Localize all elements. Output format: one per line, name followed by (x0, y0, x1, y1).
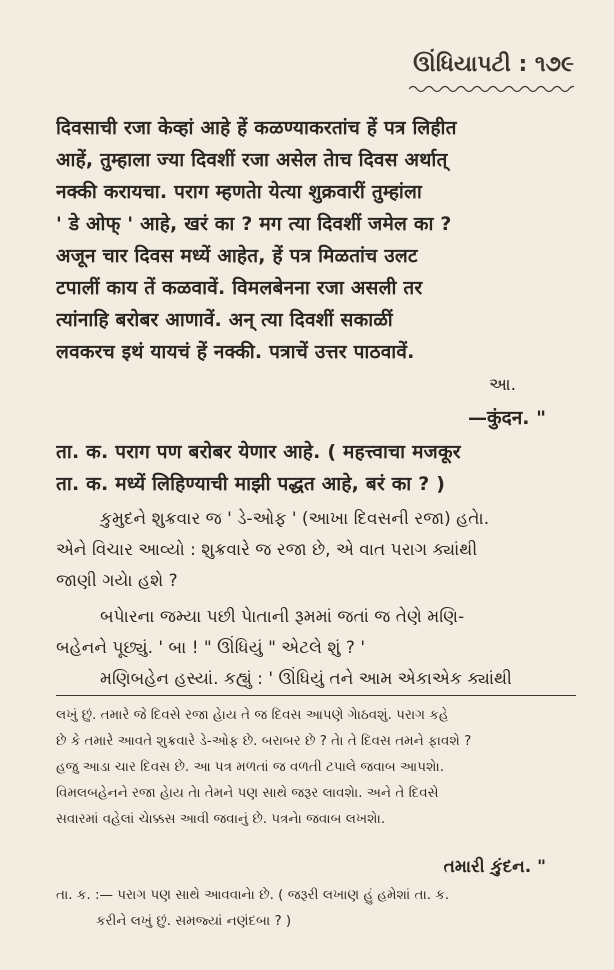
letter-line: ' डे ओफ् ' आहे, खरं का ? मग त्या दिवशीं जमेल का ? (56, 213, 452, 235)
narrative-line: મણિબહેન હસ્યાં. કહ્યું : ' ઊંધિયું તને આમ એકાએક ક્યાંથી (56, 664, 576, 696)
translation-line: વિમલબહેનને રજા હેાય તેા તેમને પણ સાથે જરૂર લાવશેા. અને તે દિવસે (56, 785, 439, 801)
translation-ps-line: કરીને લખું છું. સમજ્યાં નણંદબા ? ) (96, 913, 292, 929)
page-header: ઊંધિયાપટી : ૧૭૯ (413, 52, 574, 77)
narrative-line: કુમુદને શુક્રવાર જ ' ડે-ઓફ ' (આખા દિવસની રજા) હતેા. (100, 509, 490, 529)
header-wavy-underline (409, 84, 574, 94)
letter-closing: આ. (488, 375, 516, 395)
letter-line: अजून चार दिवस मध्यें आहेत, हें पत्र मिळतांच उलट (56, 245, 418, 267)
marathi-postscript (56, 436, 576, 500)
postscript-line: ता. क. मध्यें लिहिण्याची माझी पद्धत आहे, बरं का ? ) (56, 473, 446, 495)
translation-ps-line: તા. ક. :— પરાગ પણ સાથે આવવાનેા છે. ( જરૂરી લખાણ હું હમેશાં તા. ક. (56, 887, 450, 903)
translation-signature: તમારી કુંદન. " (443, 857, 546, 877)
translation-line: છે કે તમારે આવતે શુક્રવારે ડે-ઓફ છે. બરાબર છે ? તેા તે દિવસ તમને ફાવશે ? (56, 733, 472, 749)
letter-line: टपालीं काय तें कळवावें. विमलबेनना रजा असली तर (56, 277, 423, 299)
narrative-paragraph-3 (56, 664, 576, 702)
letter-signature: —कुंदन. " (468, 407, 546, 429)
narrative-line: એને વિચાર આવ્યો : શુક્રવારે જ રજા છે, એ વાત પરાગ ક્યાંથી (56, 540, 478, 560)
narrative-paragraph-2 (56, 602, 576, 664)
letter-line: दिवसाची रजा केव्हां आहे हें कळण्याकरतांच हें पत्र लिहीत (56, 117, 457, 139)
translation-line: લખું છું. તમારે જે દિવસે રજા હેાય તે જ દિવસ આપણે ગેાઠવશું. પરાગ કહે (56, 707, 449, 723)
postscript-line: ता. क. पराग पण बरोबर येणार आहे. ( महत्त्वाचा मजकूर (56, 441, 461, 463)
narrative-line: બપેારના જમ્યા પછી પેાતાની રૂમમાં જતાં જ તેણે મણિ- (100, 607, 465, 627)
letter-line: त्यांनाहि बरोबर आणावें. अन् त्या दिवशीं सकाळीं (56, 309, 393, 331)
letter-line: लवकरच इथं यायचं हें नक्की. पत्राचें उत्तर पाठवावें. (56, 341, 415, 363)
translation-line: હજુ આડા ચાર દિવસ છે. આ પત્ર મળતાં જ વળતી ટપાલે જવાબ આપશેા. (56, 759, 444, 775)
narrative-line: બહેનને પૂછ્યું. ' બા ! " ઊંધિયું " એટલે શું ? ' (56, 638, 366, 658)
narrative-line: જાણી ગયેા હશે ? (56, 571, 178, 591)
translation-line: સવારમાં વહેલાં ચેાક્કસ આવી જવાનું છે. પત્રનેા જવાબ લખશેા. (56, 811, 386, 827)
translation-postscript (56, 882, 576, 934)
letter-line: नक्की करायचा. पराग म्हणतेा येत्या शुक्रवारीं तुम्हांला (56, 181, 423, 203)
letter-line: आहें, तुम्हाला ज्या दिवशीं रजा असेल तेाच दिवस अर्थात् (56, 149, 448, 171)
translation-block (56, 702, 576, 832)
marathi-letter (56, 112, 576, 368)
narrative-paragraph-1 (56, 504, 576, 597)
